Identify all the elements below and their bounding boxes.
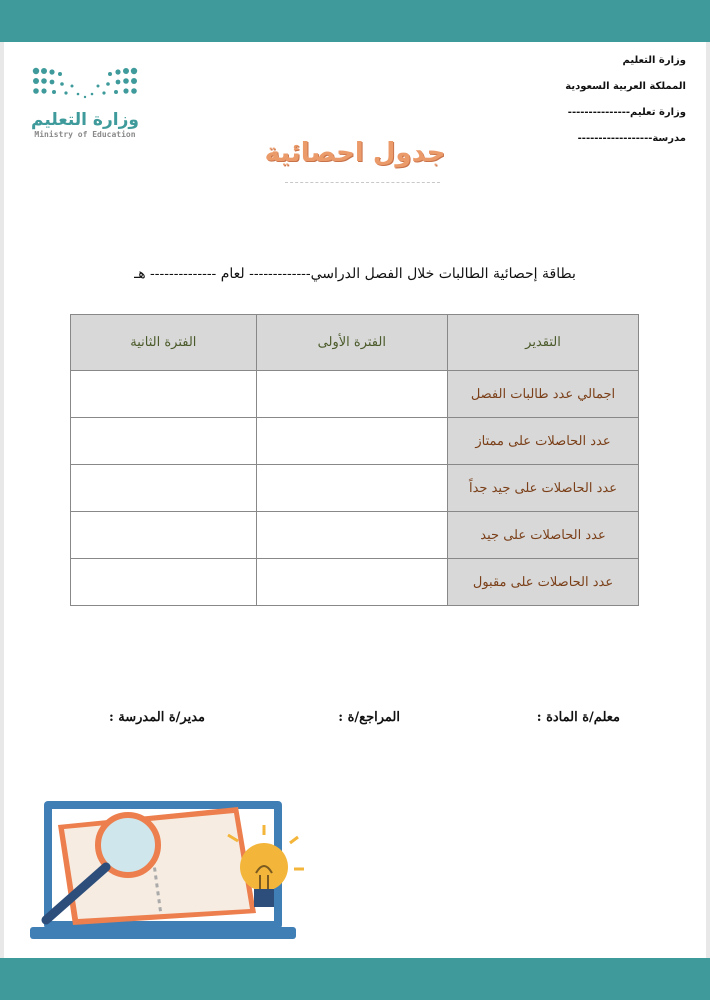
column-header: الفترة الأولى [256,315,447,371]
table-row [71,418,639,465]
row-label: عدد الحاصلات على ممتاز [448,418,639,465]
ministry-logo [30,66,140,139]
row-label: عدد الحاصلات على مقبول [448,559,639,606]
table-row [71,465,639,512]
column-header: التقدير [448,315,639,371]
cell-period-1[interactable] [256,371,447,418]
cell-period-1[interactable] [256,465,447,512]
bottom-banner [0,958,710,1000]
cell-period-1[interactable] [256,418,447,465]
logo-arabic: وزارة التعليم [31,110,139,130]
reviewer-signature: المراجع/ة : [338,710,400,725]
header-line: وزارة التعليم [622,55,686,66]
left-border [0,42,4,958]
card-subtitle: بطاقة إحصائية الطالبات خلال الفصل الدراسي------------- لعام -------------- هـ [134,266,576,282]
top-banner [0,0,710,42]
cell-period-2[interactable] [71,418,257,465]
row-label: عدد الحاصلات على جيد [448,512,639,559]
teacher-signature: معلم/ة المادة : [536,710,620,725]
cell-period-2[interactable] [71,559,257,606]
column-header: الفترة الثانية [71,315,257,371]
cell-period-2[interactable] [71,465,257,512]
table-row [71,512,639,559]
row-label: اجمالي عدد طالبات الفصل [448,371,639,418]
statistics-table [70,314,639,606]
logo-dots-icon [30,66,140,102]
header-line: مدرسة------------------ [577,133,686,144]
page-title: جدول احصائية [264,138,446,168]
table-header-row [71,315,639,371]
logo-english: Ministry of Education [34,130,136,139]
header-line: وزارة تعليم--------------- [567,107,686,118]
header-line: المملكة العربية السعودية [565,81,686,92]
row-label: عدد الحاصلات على جيد جداً [448,465,639,512]
principal-signature: مدير/ة المدرسة : [108,710,205,725]
title-divider [285,182,440,183]
cell-period-1[interactable] [256,559,447,606]
right-border [706,42,710,958]
cell-period-1[interactable] [256,512,447,559]
laptop-illustration-icon [28,795,328,945]
cell-period-2[interactable] [71,371,257,418]
ministry-header [565,48,686,152]
table-row [71,559,639,606]
table-row [71,371,639,418]
cell-period-2[interactable] [71,512,257,559]
